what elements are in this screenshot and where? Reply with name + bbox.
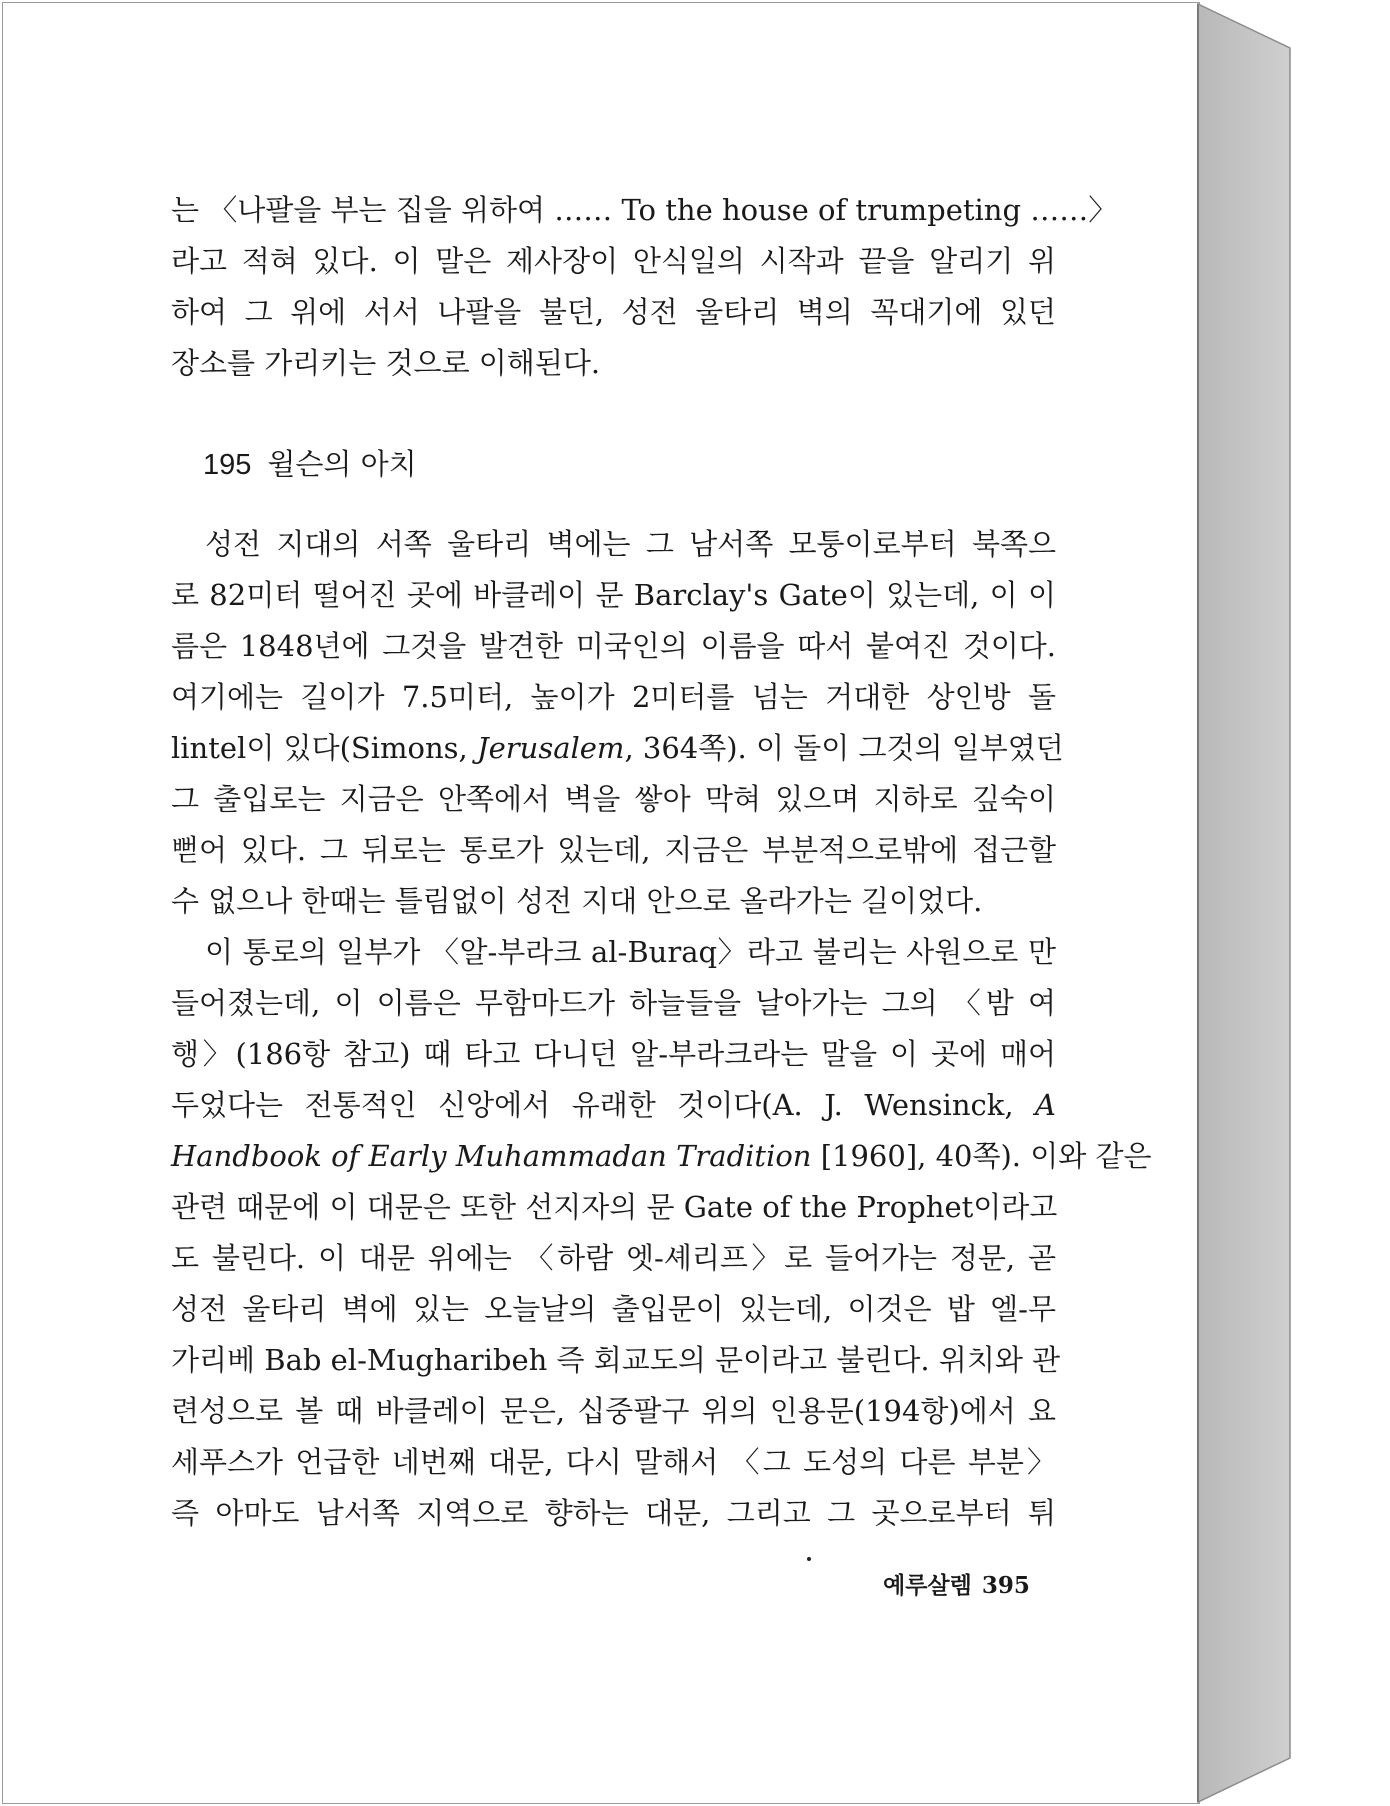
text-line: 행〉(186항 참고) 때 타고 다니던 알-부라크라는 말을 이 곳에 매어: [171, 1037, 1056, 1071]
text-line: 여기에는 길이가 7.5미터, 높이가 2미터를 넘는 거대한 상인방 돌: [171, 680, 1056, 714]
section-title: 윌슨의 아치: [267, 447, 417, 481]
ink-speck: [807, 1557, 811, 1561]
text-line: 는 〈나팔을 부는 집을 위하여 …… To the house of trumpeting ……〉: [171, 193, 1118, 227]
text-line: 하여 그 위에 서서 나팔을 불던, 성전 울타리 벽의 꼭대기에 있던: [171, 295, 1056, 329]
section-number: 195: [203, 449, 252, 481]
running-title: 예루살렘: [883, 1573, 972, 1599]
text-line: 즉 아마도 남서쪽 지역으로 향하는 대문, 그리고 그 곳으로부터 튀: [171, 1496, 1056, 1530]
text-line: 름은 1848년에 그것을 발견한 미국인의 이름을 따서 붙여진 것이다.: [171, 629, 1056, 663]
text-line: 이 통로의 일부가 〈알-부라크 al-Buraq〉라고 불리는 사원으로 만: [205, 935, 1056, 969]
text-line: 두었다는 전통적인 신앙에서 유래한 것이다(A. J. Wensinck, A: [171, 1088, 1056, 1122]
text-line: 장소를 가리키는 것으로 이해된다.: [171, 346, 601, 380]
text-line: 련성으로 볼 때 바클레이 문은, 십중팔구 위의 인용문(194항)에서 요: [171, 1394, 1056, 1428]
text-line: 뻗어 있다. 그 뒤로는 통로가 있는데, 지금은 부분적으로밖에 접근할: [171, 833, 1056, 867]
text-line: 세푸스가 언급한 네번째 대문, 다시 말해서 〈그 도성의 다른 부분〉: [171, 1445, 1056, 1479]
text-line: 로 82미터 떨어진 곳에 바클레이 문 Barclay's Gate이 있는데, 이 이: [171, 578, 1056, 612]
body-text: [171, 185, 1152, 1539]
page-number: 395: [981, 1572, 1030, 1599]
text-line: 라고 적혀 있다. 이 말은 제사장이 안식일의 시작과 끝을 알리기 위: [171, 244, 1056, 278]
text-line: 가리베 Bab el-Mugharibeh 즉 회교도의 문이라고 불린다. 위치와 관: [171, 1343, 1061, 1377]
text-line: Handbook of Early Muhammadan Tradition [1960], 40쪽). 이와 같은: [171, 1139, 1152, 1173]
text-line: 도 불린다. 이 대문 위에는 〈하람 엣-셰리프〉로 들어가는 정문, 곧: [171, 1241, 1056, 1275]
page-footer: [883, 1567, 1030, 1600]
text-line: 성전 울타리 벽에 있는 오늘날의 출입문이 있는데, 이것은 밥 엘-무: [171, 1292, 1056, 1326]
text-line: 그 출입로는 지금은 안쪽에서 벽을 쌓아 막혀 있으며 지하로 깊숙이: [171, 782, 1056, 816]
text-line: 수 없으나 한때는 틀림없이 성전 지대 안으로 올라가는 길이었다.: [171, 884, 983, 918]
section-heading: [171, 439, 1056, 490]
text-line: 들어졌는데, 이 이름은 무함마드가 하늘들을 날아가는 그의 〈밤 여: [171, 986, 1056, 1020]
book-page: [2, 2, 1200, 1804]
text-line: lintel이 있다(Simons, Jerusalem, 364쪽). 이 돌이 그것의 일부였던: [171, 731, 1064, 765]
text-line: 성전 지대의 서쪽 울타리 벽에는 그 남서쪽 모퉁이로부터 북쪽으: [205, 527, 1056, 561]
text-line: 관련 때문에 이 대문은 또한 선지자의 문 Gate of the Prophet이라고: [171, 1190, 1058, 1224]
